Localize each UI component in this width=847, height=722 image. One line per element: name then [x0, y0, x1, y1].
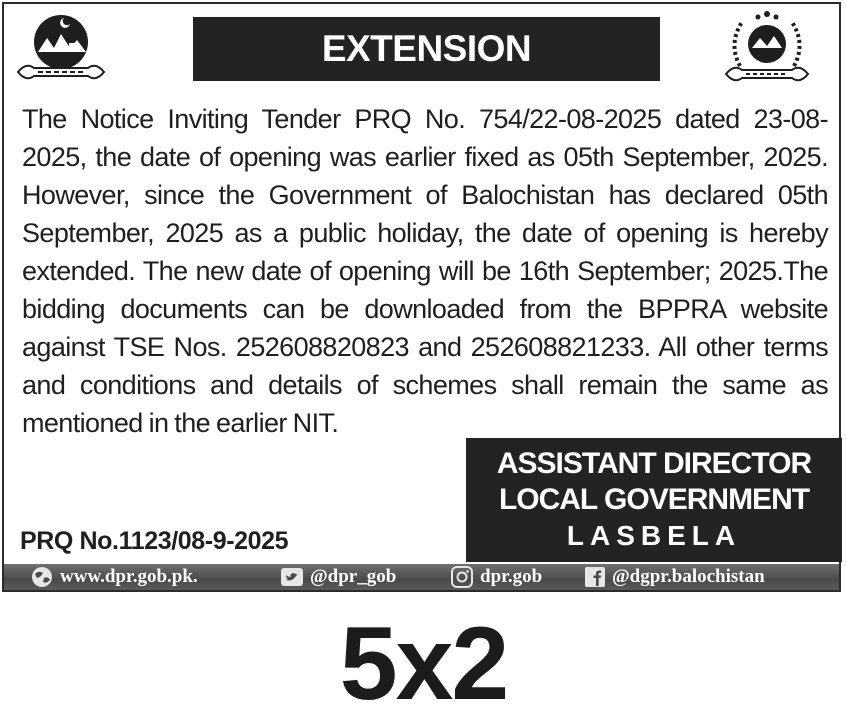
footer-bar	[4, 564, 839, 590]
footer-website	[30, 564, 198, 590]
footer-twitter	[280, 564, 396, 590]
notice-body: The Notice Inviting Tender PRQ No. 754/22-08-2025 dated 23-08-2025, the date of opening was earlier fixed as 05th September, 2025. However, since the Government of Balochistan has declared 05th September, 2025 as a public holiday, the date of opening is hereby extended. The new date of opening will be 16th September; 2025.The bidding documents can be downloaded from the BPPRA website against TSE Nos. 252608820823 and 252608821233. All other terms and conditions and details of schemes shall remain the same as mentioned in the earlier NIT.	[22, 104, 828, 438]
instagram-icon	[450, 566, 474, 588]
advertisement-frame	[2, 2, 841, 592]
notice-title: EXTENSION	[193, 17, 660, 81]
dgpr-logo	[720, 8, 814, 92]
globe-icon	[30, 566, 54, 588]
facebook-handle: @dgpr.balochistan	[612, 566, 765, 587]
footer-facebook	[584, 564, 765, 590]
signature-designation: ASSISTANT DIRECTOR	[496, 447, 812, 480]
website-text: www.dpr.gob.pk.	[60, 566, 198, 587]
instagram-handle: dpr.gob	[480, 566, 543, 587]
facebook-icon	[584, 566, 606, 588]
prq-number: PRQ No.1123/08-9-2025	[20, 527, 289, 555]
balochistan-emblem-logo	[14, 8, 108, 92]
footer-instagram	[450, 564, 542, 590]
twitter-icon	[280, 567, 304, 587]
twitter-handle: @dpr_gob	[310, 566, 397, 587]
signature-department: LOCAL GOVERNMENT	[498, 483, 810, 516]
signature-district: LASBELA	[566, 520, 742, 551]
ad-size-label: 5x2	[339, 606, 508, 722]
signature-block	[466, 438, 842, 562]
